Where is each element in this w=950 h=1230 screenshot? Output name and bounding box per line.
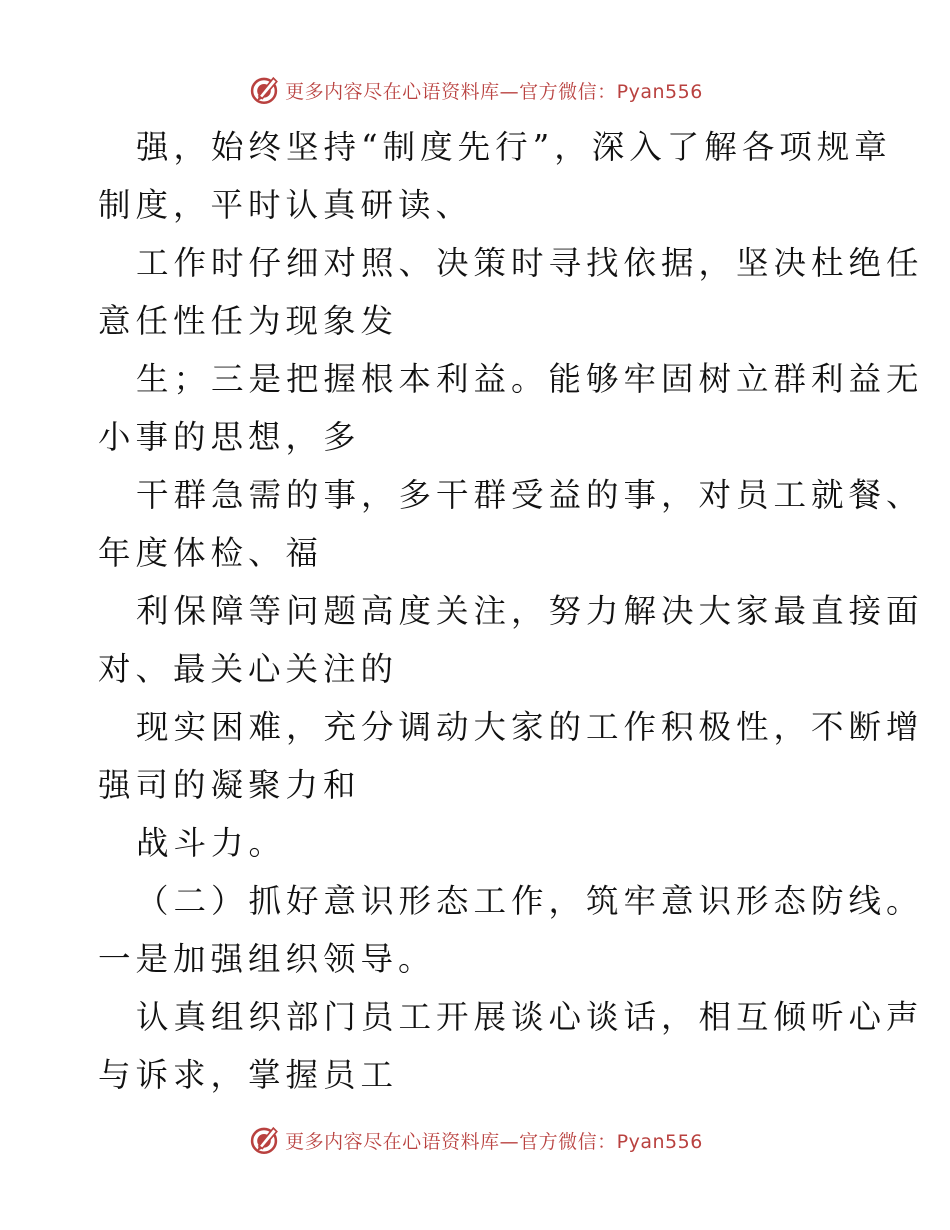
pen-logo-icon <box>247 1123 281 1157</box>
body-line-12: 强司的凝聚力和 <box>98 766 361 804</box>
body-line-10: 对、最关心关注的 <box>98 650 399 688</box>
footer-watermark-banner <box>0 1120 950 1160</box>
body-line-17: 与诉求，掌握员工 <box>98 1056 399 1094</box>
body-line-16: 认真组织部门员工开展谈心谈话，相互倾听心声 <box>136 998 924 1036</box>
body-line-3: 工作时仔细对照、决策时寻找依据，坚决杜绝任 <box>136 244 924 282</box>
body-line-14: （二）抓好意识形态工作，筑牢意识形态防线。 <box>136 882 924 920</box>
header-watermark-banner <box>0 70 950 110</box>
document-body <box>98 118 924 1104</box>
body-line-15: 一是加强组织领导。 <box>98 940 436 978</box>
body-line-8: 年度体检、福 <box>98 534 324 572</box>
body-line-6: 小事的思想，多 <box>98 418 361 456</box>
body-line-13: 战斗力。 <box>136 824 287 862</box>
header-watermark-text: 更多内容尽在心语资料库—官方微信：Pyan556 <box>285 80 703 103</box>
body-line-7: 干群急需的事，多干群受益的事，对员工就餐、 <box>136 476 924 514</box>
body-line-11: 现实困难，充分调动大家的工作积极性，不断增 <box>136 708 924 746</box>
body-line-2: 制度，平时认真研读、 <box>98 186 474 224</box>
footer-watermark-text: 更多内容尽在心语资料库—官方微信：Pyan556 <box>285 1130 703 1153</box>
body-line-4: 意任性任为现象发 <box>98 302 399 340</box>
pen-logo-icon <box>247 73 281 107</box>
body-line-9: 利保障等问题高度关注，努力解决大家最直接面 <box>136 592 924 630</box>
body-line-5: 生；三是把握根本利益。能够牢固树立群利益无 <box>136 360 924 398</box>
body-line-1: 强，始终坚持“制度先行”，深入了解各项规章 <box>136 128 892 166</box>
